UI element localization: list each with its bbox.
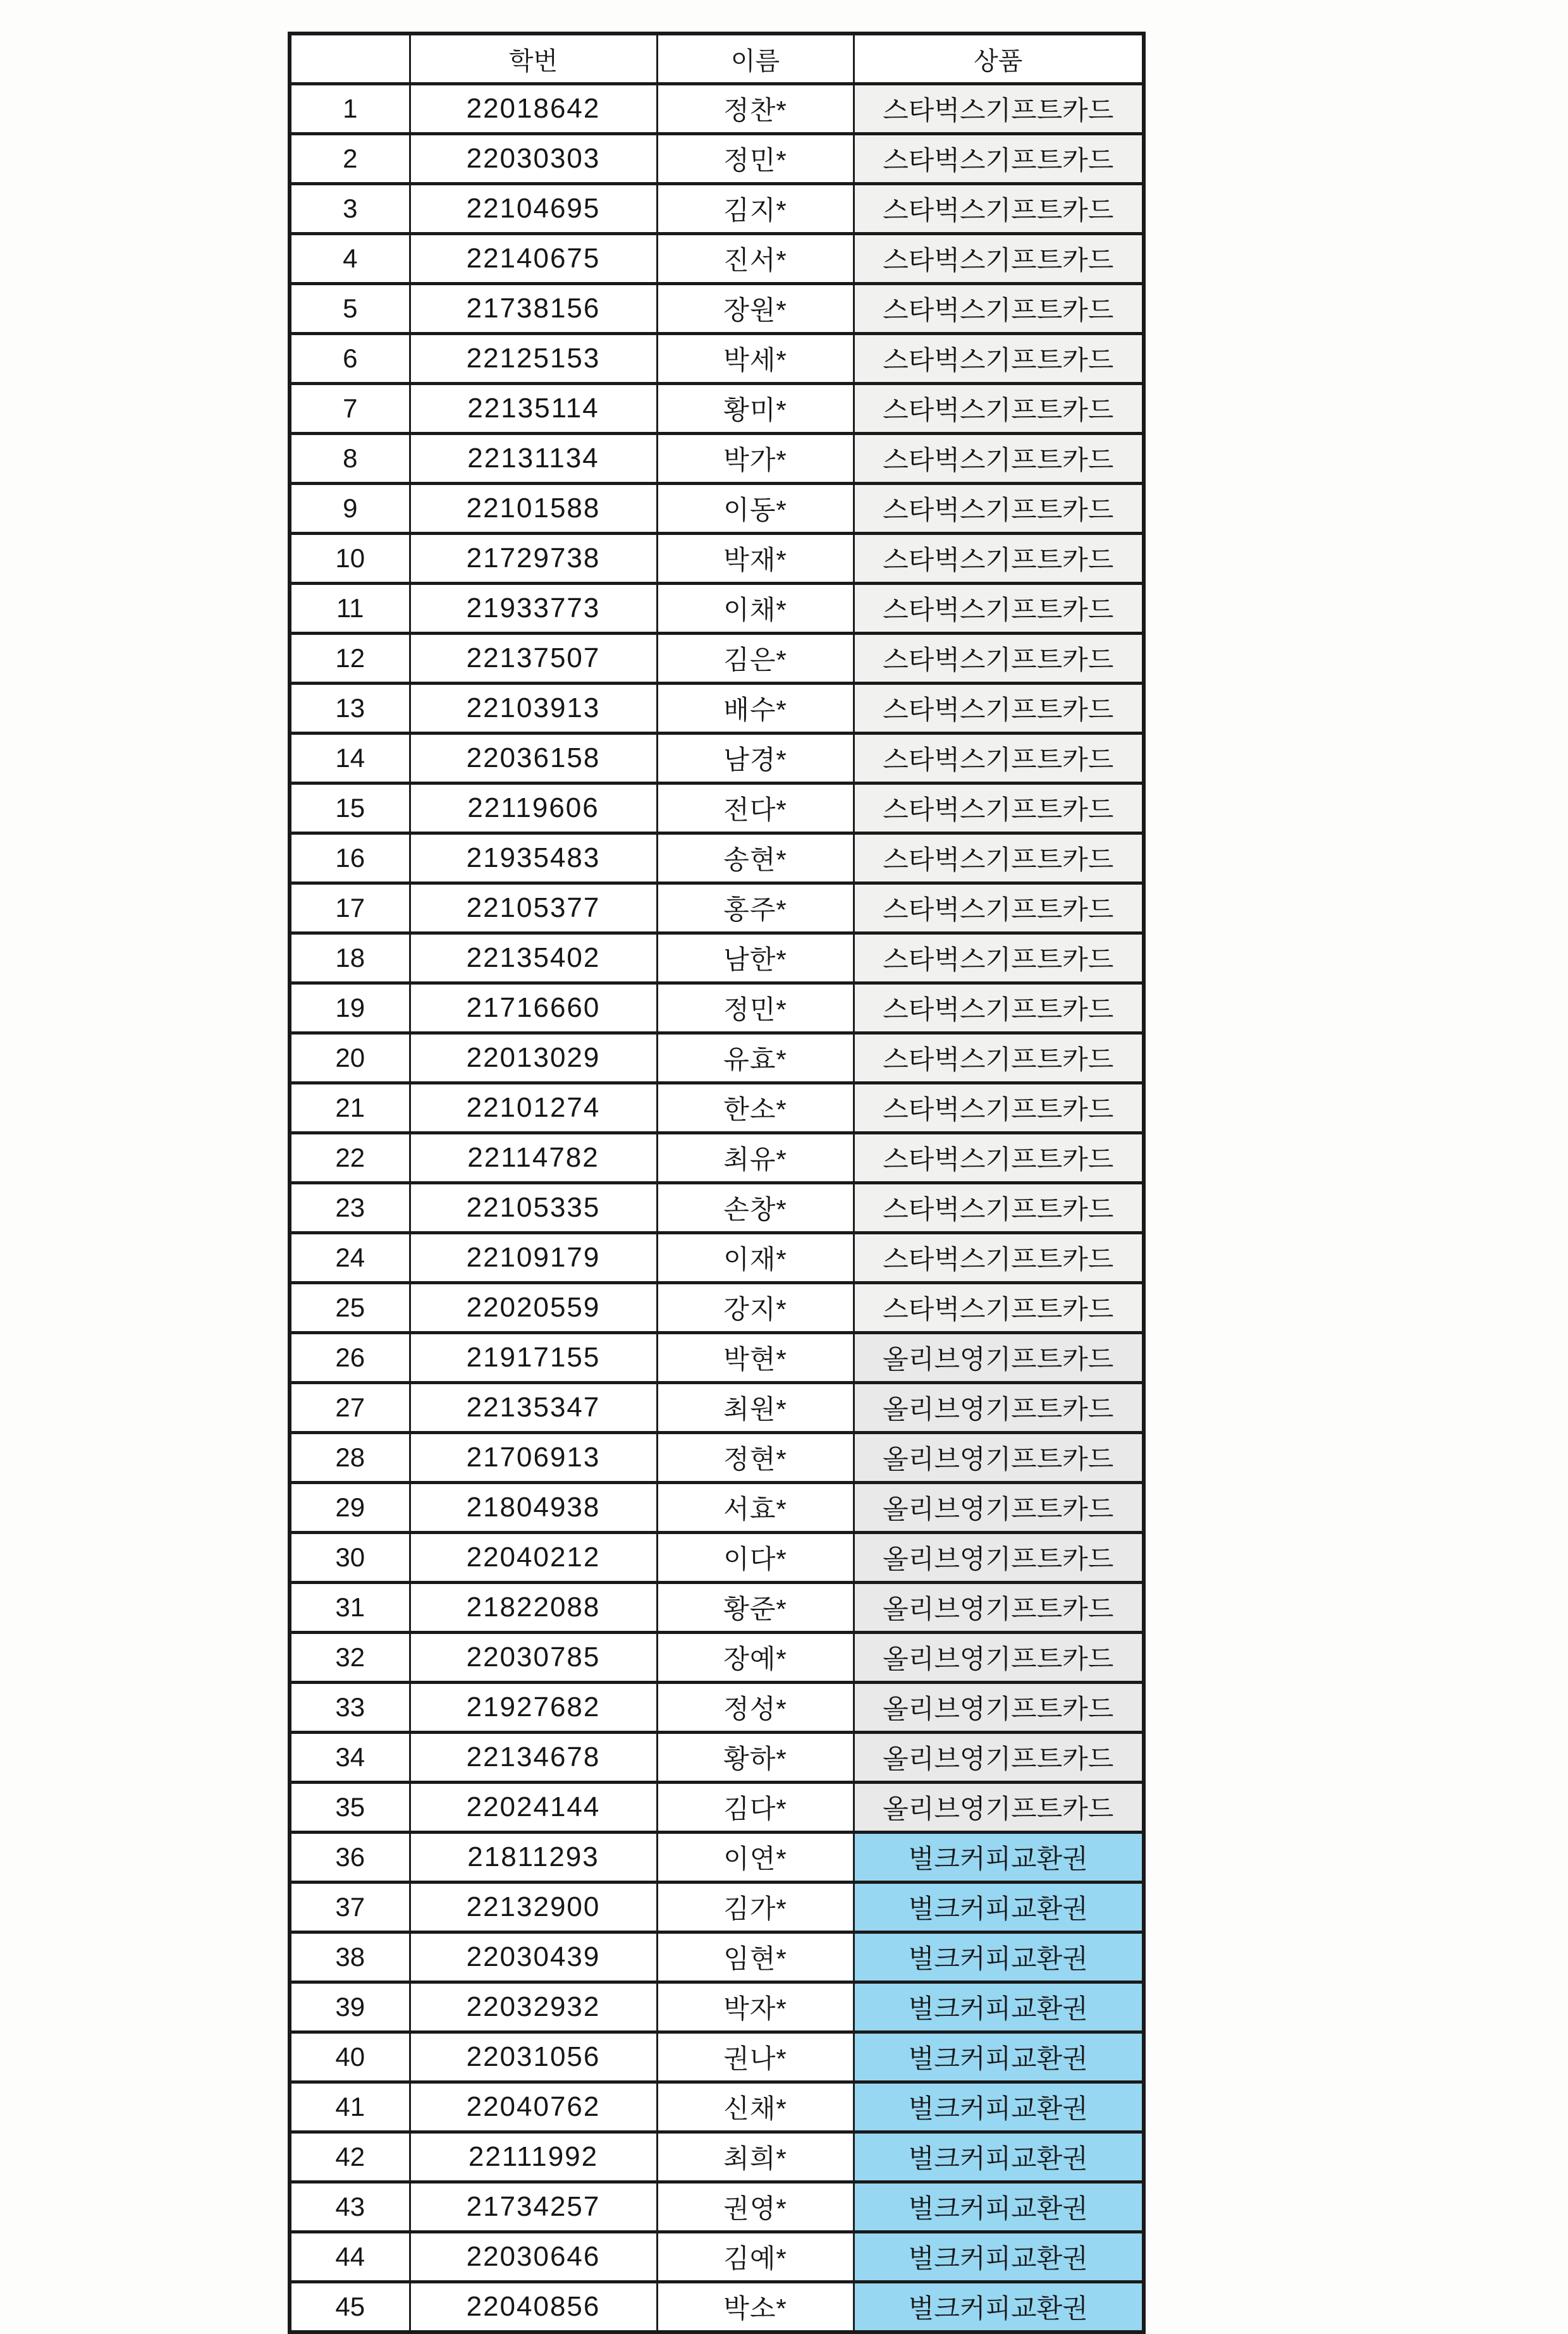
- table-row: [290, 1183, 1144, 1233]
- table-row: [290, 134, 1144, 184]
- student-id-cell: 22030646: [410, 2232, 657, 2282]
- row-number-cell: 43: [290, 2182, 410, 2232]
- header-cell-prize: 상품: [854, 34, 1144, 84]
- prize-cell: 스타벅스기프트카드: [854, 1033, 1144, 1083]
- row-number-cell: 45: [290, 2282, 410, 2333]
- student-id-cell: 22131134: [410, 434, 657, 484]
- prize-cell: 올리브영기프트카드: [854, 1783, 1144, 1833]
- row-number-cell: 24: [290, 1233, 410, 1283]
- table-row: [290, 2182, 1144, 2232]
- table-row: [290, 1982, 1144, 2032]
- prize-cell: 스타벅스기프트카드: [854, 284, 1144, 334]
- name-cell: 정민*: [657, 134, 854, 184]
- table-row: [290, 1833, 1144, 1883]
- student-id-cell: 21738156: [410, 284, 657, 334]
- table-row: [290, 84, 1144, 134]
- student-id-cell: 22020559: [410, 1283, 657, 1333]
- name-cell: 남한*: [657, 933, 854, 983]
- student-id-cell: 22032932: [410, 1982, 657, 2032]
- name-cell: 최유*: [657, 1133, 854, 1183]
- prize-cell: 벌크커피교환권: [854, 2182, 1144, 2232]
- table-row: [290, 734, 1144, 783]
- prize-cell: 스타벅스기프트카드: [854, 84, 1144, 134]
- name-cell: 김예*: [657, 2232, 854, 2282]
- student-id-cell: 22135114: [410, 384, 657, 434]
- row-number-cell: 38: [290, 1932, 410, 1982]
- table-row: [290, 384, 1144, 434]
- prize-cell: 스타벅스기프트카드: [854, 134, 1144, 184]
- prize-cell: 올리브영기프트카드: [854, 1683, 1144, 1733]
- table-row: [290, 284, 1144, 334]
- prize-cell: 올리브영기프트카드: [854, 1483, 1144, 1533]
- name-cell: 박현*: [657, 1333, 854, 1383]
- student-id-cell: 22036158: [410, 734, 657, 783]
- prize-cell: 스타벅스기프트카드: [854, 584, 1144, 634]
- student-id-cell: 22105335: [410, 1183, 657, 1233]
- name-cell: 황준*: [657, 1583, 854, 1633]
- name-cell: 최희*: [657, 2132, 854, 2182]
- row-number-cell: 30: [290, 1533, 410, 1583]
- name-cell: 손창*: [657, 1183, 854, 1233]
- prize-cell: 벌크커피교환권: [854, 2232, 1144, 2282]
- prize-cell: 스타벅스기프트카드: [854, 534, 1144, 584]
- student-id-cell: 22135402: [410, 933, 657, 983]
- name-cell: 박소*: [657, 2282, 854, 2333]
- name-cell: 김가*: [657, 1883, 854, 1932]
- prize-cell: 올리브영기프트카드: [854, 1333, 1144, 1383]
- table-row: [290, 634, 1144, 684]
- prize-table-body: [290, 84, 1144, 2333]
- name-cell: 한소*: [657, 1083, 854, 1133]
- prize-cell: 벌크커피교환권: [854, 1883, 1144, 1932]
- name-cell: 박자*: [657, 1982, 854, 2032]
- row-number-cell: 32: [290, 1633, 410, 1683]
- student-id-cell: 22030303: [410, 134, 657, 184]
- table-row: [290, 1683, 1144, 1733]
- name-cell: 이연*: [657, 1833, 854, 1883]
- table-row: [290, 1433, 1144, 1483]
- name-cell: 정성*: [657, 1683, 854, 1733]
- row-number-cell: 28: [290, 1433, 410, 1483]
- row-number-cell: 3: [290, 184, 410, 234]
- name-cell: 황미*: [657, 384, 854, 434]
- row-number-cell: 8: [290, 434, 410, 484]
- row-number-cell: 33: [290, 1683, 410, 1733]
- table-row: [290, 1883, 1144, 1932]
- student-id-cell: 22031056: [410, 2032, 657, 2082]
- prize-cell: 스타벅스기프트카드: [854, 983, 1144, 1033]
- header-cell-name: 이름: [657, 34, 854, 84]
- prize-cell: 벌크커피교환권: [854, 1932, 1144, 1982]
- student-id-cell: 22140675: [410, 234, 657, 284]
- prize-cell: 스타벅스기프트카드: [854, 1233, 1144, 1283]
- table-row: [290, 1533, 1144, 1583]
- row-number-cell: 15: [290, 783, 410, 833]
- student-id-cell: 22103913: [410, 684, 657, 734]
- table-row: [290, 1633, 1144, 1683]
- table-row: [290, 2232, 1144, 2282]
- table-row: [290, 1333, 1144, 1383]
- prize-cell: 스타벅스기프트카드: [854, 1133, 1144, 1183]
- prize-cell: 스타벅스기프트카드: [854, 634, 1144, 684]
- prize-cell: 스타벅스기프트카드: [854, 234, 1144, 284]
- row-number-cell: 31: [290, 1583, 410, 1633]
- prize-cell: 스타벅스기프트카드: [854, 1183, 1144, 1233]
- prize-cell: 스타벅스기프트카드: [854, 883, 1144, 933]
- row-number-cell: 4: [290, 234, 410, 284]
- name-cell: 이다*: [657, 1533, 854, 1583]
- table-row: [290, 1133, 1144, 1183]
- row-number-cell: 21: [290, 1083, 410, 1133]
- name-cell: 권나*: [657, 2032, 854, 2082]
- name-cell: 김지*: [657, 184, 854, 234]
- prize-cell: 스타벅스기프트카드: [854, 933, 1144, 983]
- student-id-cell: 21811293: [410, 1833, 657, 1883]
- table-row: [290, 1932, 1144, 1982]
- table-row: [290, 2082, 1144, 2132]
- name-cell: 박세*: [657, 334, 854, 384]
- name-cell: 이재*: [657, 1233, 854, 1283]
- row-number-cell: 39: [290, 1982, 410, 2032]
- table-row: [290, 933, 1144, 983]
- prize-cell: 스타벅스기프트카드: [854, 783, 1144, 833]
- row-number-cell: 40: [290, 2032, 410, 2082]
- prize-cell: 벌크커피교환권: [854, 1833, 1144, 1883]
- row-number-cell: 36: [290, 1833, 410, 1883]
- name-cell: 이동*: [657, 484, 854, 534]
- row-number-cell: 22: [290, 1133, 410, 1183]
- name-cell: 최원*: [657, 1383, 854, 1433]
- student-id-cell: 22040856: [410, 2282, 657, 2333]
- header-cell-empty: [290, 34, 410, 84]
- student-id-cell: 21933773: [410, 584, 657, 634]
- row-number-cell: 11: [290, 584, 410, 634]
- name-cell: 박재*: [657, 534, 854, 584]
- table-row: [290, 1283, 1144, 1333]
- name-cell: 장원*: [657, 284, 854, 334]
- prize-cell: 올리브영기프트카드: [854, 1383, 1144, 1433]
- name-cell: 정민*: [657, 983, 854, 1033]
- name-cell: 권영*: [657, 2182, 854, 2232]
- table-row: [290, 1483, 1144, 1533]
- row-number-cell: 12: [290, 634, 410, 684]
- student-id-cell: 21804938: [410, 1483, 657, 1533]
- prize-cell: 스타벅스기프트카드: [854, 734, 1144, 783]
- table-row: [290, 1783, 1144, 1833]
- table-row: [290, 584, 1144, 634]
- row-number-cell: 5: [290, 284, 410, 334]
- row-number-cell: 19: [290, 983, 410, 1033]
- row-number-cell: 35: [290, 1783, 410, 1833]
- prize-cell: 스타벅스기프트카드: [854, 334, 1144, 384]
- student-id-cell: 22137507: [410, 634, 657, 684]
- name-cell: 김다*: [657, 1783, 854, 1833]
- student-id-cell: 22101588: [410, 484, 657, 534]
- prize-cell: 벌크커피교환권: [854, 2032, 1144, 2082]
- table-row: [290, 783, 1144, 833]
- table-row: [290, 833, 1144, 883]
- table-row: [290, 1233, 1144, 1283]
- table-row: [290, 1083, 1144, 1133]
- row-number-cell: 42: [290, 2132, 410, 2182]
- row-number-cell: 20: [290, 1033, 410, 1083]
- name-cell: 임현*: [657, 1932, 854, 1982]
- row-number-cell: 23: [290, 1183, 410, 1233]
- student-id-cell: 22114782: [410, 1133, 657, 1183]
- table-row: [290, 1383, 1144, 1433]
- student-id-cell: 22040762: [410, 2082, 657, 2132]
- prize-cell: 스타벅스기프트카드: [854, 434, 1144, 484]
- table-row: [290, 684, 1144, 734]
- row-number-cell: 27: [290, 1383, 410, 1433]
- student-id-cell: 21917155: [410, 1333, 657, 1383]
- name-cell: 전다*: [657, 783, 854, 833]
- prize-cell: 벌크커피교환권: [854, 1982, 1144, 2032]
- student-id-cell: 21716660: [410, 983, 657, 1033]
- name-cell: 황하*: [657, 1733, 854, 1783]
- prize-cell: 스타벅스기프트카드: [854, 384, 1144, 434]
- student-id-cell: 22105377: [410, 883, 657, 933]
- prize-cell: 벌크커피교환권: [854, 2132, 1144, 2182]
- name-cell: 유효*: [657, 1033, 854, 1083]
- prize-cell: 올리브영기프트카드: [854, 1633, 1144, 1683]
- student-id-cell: 22018642: [410, 84, 657, 134]
- row-number-cell: 13: [290, 684, 410, 734]
- prize-cell: 올리브영기프트카드: [854, 1733, 1144, 1783]
- name-cell: 신채*: [657, 2082, 854, 2132]
- header-cell-student-id: 학번: [410, 34, 657, 84]
- student-id-cell: 22134678: [410, 1733, 657, 1783]
- table-row: [290, 434, 1144, 484]
- table-row: [290, 1583, 1144, 1633]
- name-cell: 정현*: [657, 1433, 854, 1483]
- table-row: [290, 1733, 1144, 1783]
- student-id-cell: 21729738: [410, 534, 657, 584]
- student-id-cell: 22013029: [410, 1033, 657, 1083]
- student-id-cell: 21734257: [410, 2182, 657, 2232]
- student-id-cell: 22125153: [410, 334, 657, 384]
- student-id-cell: 22119606: [410, 783, 657, 833]
- table-row: [290, 2132, 1144, 2182]
- row-number-cell: 41: [290, 2082, 410, 2132]
- name-cell: 홍주*: [657, 883, 854, 933]
- row-number-cell: 18: [290, 933, 410, 983]
- prize-table: [288, 32, 1146, 2334]
- prize-cell: 스타벅스기프트카드: [854, 1083, 1144, 1133]
- student-id-cell: 21935483: [410, 833, 657, 883]
- row-number-cell: 17: [290, 883, 410, 933]
- table-row: [290, 2282, 1144, 2333]
- student-id-cell: 21822088: [410, 1583, 657, 1633]
- name-cell: 송현*: [657, 833, 854, 883]
- name-cell: 정찬*: [657, 84, 854, 134]
- name-cell: 진서*: [657, 234, 854, 284]
- student-id-cell: 21927682: [410, 1683, 657, 1733]
- row-number-cell: 9: [290, 484, 410, 534]
- table-row: [290, 534, 1144, 584]
- prize-cell: 올리브영기프트카드: [854, 1433, 1144, 1483]
- name-cell: 서효*: [657, 1483, 854, 1533]
- name-cell: 박가*: [657, 434, 854, 484]
- prize-cell: 벌크커피교환권: [854, 2082, 1144, 2132]
- table-row: [290, 2032, 1144, 2082]
- header-row: [290, 34, 1144, 84]
- student-id-cell: 22135347: [410, 1383, 657, 1433]
- row-number-cell: 1: [290, 84, 410, 134]
- name-cell: 배수*: [657, 684, 854, 734]
- row-number-cell: 7: [290, 384, 410, 434]
- row-number-cell: 14: [290, 734, 410, 783]
- student-id-cell: 22040212: [410, 1533, 657, 1583]
- student-id-cell: 22024144: [410, 1783, 657, 1833]
- student-id-cell: 22030439: [410, 1932, 657, 1982]
- student-id-cell: 22104695: [410, 184, 657, 234]
- prize-cell: 올리브영기프트카드: [854, 1533, 1144, 1583]
- student-id-cell: 22030785: [410, 1633, 657, 1683]
- row-number-cell: 34: [290, 1733, 410, 1783]
- table-row: [290, 1033, 1144, 1083]
- row-number-cell: 37: [290, 1883, 410, 1932]
- row-number-cell: 25: [290, 1283, 410, 1333]
- table-row: [290, 234, 1144, 284]
- table-row: [290, 334, 1144, 384]
- student-id-cell: 22132900: [410, 1883, 657, 1932]
- table-row: [290, 484, 1144, 534]
- name-cell: 남경*: [657, 734, 854, 783]
- row-number-cell: 44: [290, 2232, 410, 2282]
- student-id-cell: 22101274: [410, 1083, 657, 1133]
- name-cell: 김은*: [657, 634, 854, 684]
- name-cell: 장예*: [657, 1633, 854, 1683]
- row-number-cell: 6: [290, 334, 410, 384]
- row-number-cell: 26: [290, 1333, 410, 1383]
- row-number-cell: 29: [290, 1483, 410, 1533]
- row-number-cell: 16: [290, 833, 410, 883]
- table-row: [290, 883, 1144, 933]
- name-cell: 이채*: [657, 584, 854, 634]
- table-row: [290, 983, 1144, 1033]
- prize-cell: 스타벅스기프트카드: [854, 833, 1144, 883]
- prize-cell: 벌크커피교환권: [854, 2282, 1144, 2333]
- row-number-cell: 2: [290, 134, 410, 184]
- name-cell: 강지*: [657, 1283, 854, 1333]
- student-id-cell: 22111992: [410, 2132, 657, 2182]
- prize-cell: 스타벅스기프트카드: [854, 484, 1144, 534]
- prize-cell: 올리브영기프트카드: [854, 1583, 1144, 1633]
- row-number-cell: 10: [290, 534, 410, 584]
- student-id-cell: 21706913: [410, 1433, 657, 1483]
- prize-cell: 스타벅스기프트카드: [854, 1283, 1144, 1333]
- student-id-cell: 22109179: [410, 1233, 657, 1283]
- prize-cell: 스타벅스기프트카드: [854, 684, 1144, 734]
- prize-cell: 스타벅스기프트카드: [854, 184, 1144, 234]
- table-row: [290, 184, 1144, 234]
